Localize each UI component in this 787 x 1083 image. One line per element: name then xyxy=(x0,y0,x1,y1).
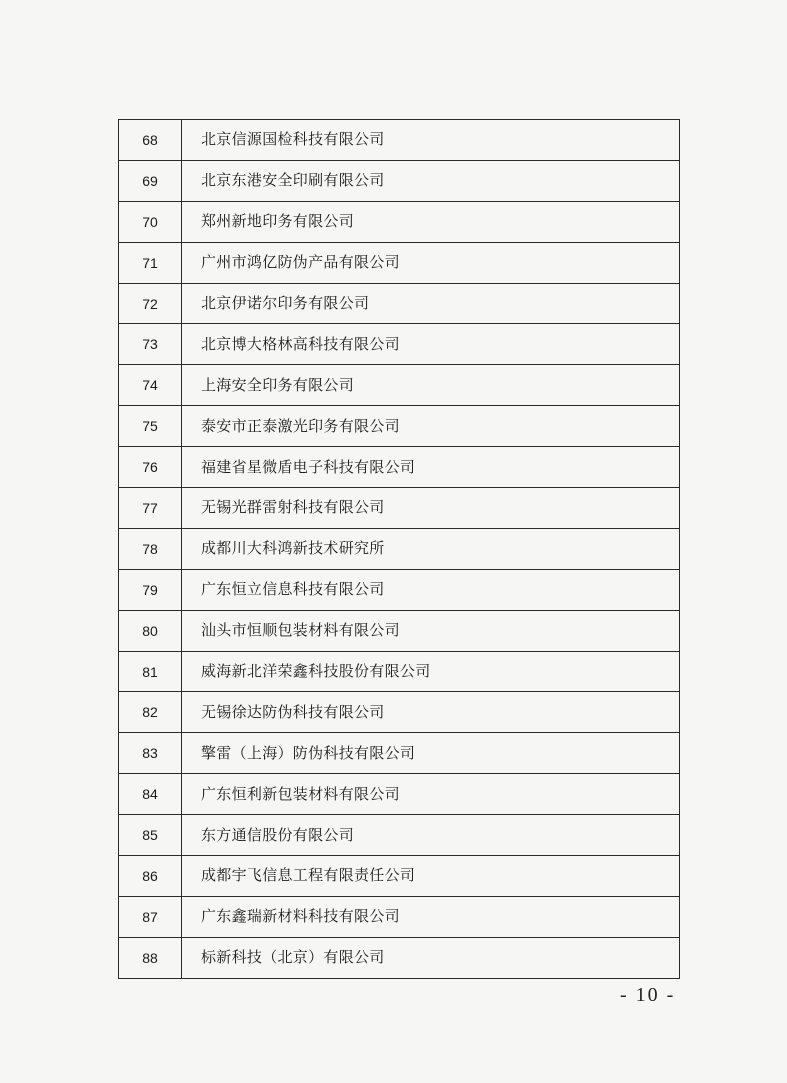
table-row xyxy=(119,324,680,365)
row-number: 74 xyxy=(119,365,182,406)
table-row xyxy=(119,528,680,569)
company-name: 无锡光群雷射科技有限公司 xyxy=(182,488,680,529)
table-row xyxy=(119,651,680,692)
table-row xyxy=(119,242,680,283)
row-number: 77 xyxy=(119,488,182,529)
row-number: 69 xyxy=(119,160,182,201)
company-name: 北京信源国检科技有限公司 xyxy=(182,120,680,161)
table-row xyxy=(119,283,680,324)
table-row xyxy=(119,488,680,529)
table-row xyxy=(119,856,680,897)
company-name: 标新科技（北京）有限公司 xyxy=(182,937,680,978)
table-row xyxy=(119,406,680,447)
row-number: 72 xyxy=(119,283,182,324)
table-row xyxy=(119,774,680,815)
row-number: 84 xyxy=(119,774,182,815)
row-number: 80 xyxy=(119,610,182,651)
company-name: 成都川大科鸿新技术研究所 xyxy=(182,528,680,569)
table-row xyxy=(119,120,680,161)
company-name: 北京博大格林高科技有限公司 xyxy=(182,324,680,365)
table-row xyxy=(119,610,680,651)
company-name: 汕头市恒顺包装材料有限公司 xyxy=(182,610,680,651)
row-number: 81 xyxy=(119,651,182,692)
row-number: 87 xyxy=(119,896,182,937)
company-name: 郑州新地印务有限公司 xyxy=(182,201,680,242)
row-number: 85 xyxy=(119,815,182,856)
company-name: 擎雷（上海）防伪科技有限公司 xyxy=(182,733,680,774)
row-number: 88 xyxy=(119,937,182,978)
table-row xyxy=(119,201,680,242)
row-number: 75 xyxy=(119,406,182,447)
company-name: 北京东港安全印刷有限公司 xyxy=(182,160,680,201)
table-row xyxy=(119,160,680,201)
row-number: 86 xyxy=(119,856,182,897)
table-row xyxy=(119,937,680,978)
row-number: 76 xyxy=(119,447,182,488)
row-number: 73 xyxy=(119,324,182,365)
company-name: 北京伊诺尔印务有限公司 xyxy=(182,283,680,324)
row-number: 82 xyxy=(119,692,182,733)
row-number: 83 xyxy=(119,733,182,774)
table-row xyxy=(119,692,680,733)
company-name: 威海新北洋荣鑫科技股份有限公司 xyxy=(182,651,680,692)
row-number: 78 xyxy=(119,528,182,569)
row-number: 68 xyxy=(119,120,182,161)
table-row xyxy=(119,447,680,488)
company-name: 广东恒利新包装材料有限公司 xyxy=(182,774,680,815)
company-name: 东方通信股份有限公司 xyxy=(182,815,680,856)
company-name: 广东鑫瑞新材料科技有限公司 xyxy=(182,896,680,937)
table-row xyxy=(119,733,680,774)
table-row xyxy=(119,365,680,406)
company-name: 广州市鸿亿防伪产品有限公司 xyxy=(182,242,680,283)
company-name: 泰安市正泰激光印务有限公司 xyxy=(182,406,680,447)
page-number: - 10 - xyxy=(620,984,676,1006)
table-row xyxy=(119,896,680,937)
row-number: 70 xyxy=(119,201,182,242)
table-row xyxy=(119,815,680,856)
table-row xyxy=(119,569,680,610)
table-body xyxy=(119,120,680,979)
company-name: 广东恒立信息科技有限公司 xyxy=(182,569,680,610)
company-name: 成都宇飞信息工程有限责任公司 xyxy=(182,856,680,897)
row-number: 71 xyxy=(119,242,182,283)
company-list-table xyxy=(118,119,680,979)
company-name: 上海安全印务有限公司 xyxy=(182,365,680,406)
row-number: 79 xyxy=(119,569,182,610)
company-name: 无锡徐达防伪科技有限公司 xyxy=(182,692,680,733)
company-name: 福建省星微盾电子科技有限公司 xyxy=(182,447,680,488)
